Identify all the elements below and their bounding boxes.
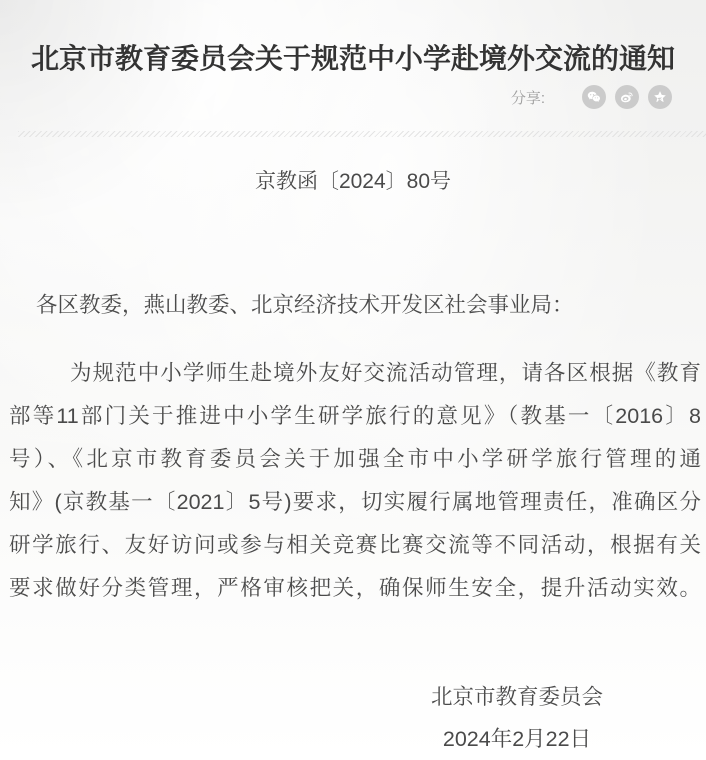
paragraph-line: 研学旅行、友好访问或参与相关竞赛比赛交流等不同活动，根据有关 [9,533,701,557]
paragraph-line: 为规范中小学师生赴境外友好交流活动管理，请各区根据《教育 [70,361,701,385]
signature-organization: 北京市教育委员会 [430,685,603,709]
signature-block [431,676,603,760]
share-label: 分享: [510,89,545,107]
paragraph-line: 知》(京教基一〔2021〕5号)要求，切实履行属地管理责任，准确区分 [9,490,701,514]
wechat-icon [586,89,602,105]
paragraph-line: 部等11部门关于推进中小学生研学旅行的意见》（教基一〔2016〕8 [9,404,701,428]
weibo-share-button[interactable] [615,85,639,109]
signature-date: 2024年2月22日 [442,727,592,751]
paragraph-line: 号）、《北京市教育委员会关于加强全市中小学研学旅行管理的通 [9,447,701,471]
weibo-icon [619,89,635,105]
wechat-share-button[interactable] [582,85,606,109]
document-number: 京教函〔2024〕80号 [254,170,452,193]
paragraph-line: 要求做好分类管理，严格审核把关，确保师生安全，提升活动实效。 [9,576,701,600]
page-title: 北京市教育委员会关于规范中小学赴境外交流的通知 [30,42,675,74]
qzone-share-button[interactable] [648,85,672,109]
salutation-line: 各区教委，燕山教委、北京经济技术开发区社会事业局： [36,293,574,317]
qzone-star-icon [652,89,668,105]
hatched-divider [18,131,706,137]
share-icon-group [582,85,672,109]
main-paragraph [9,352,701,610]
share-bar [511,85,672,109]
